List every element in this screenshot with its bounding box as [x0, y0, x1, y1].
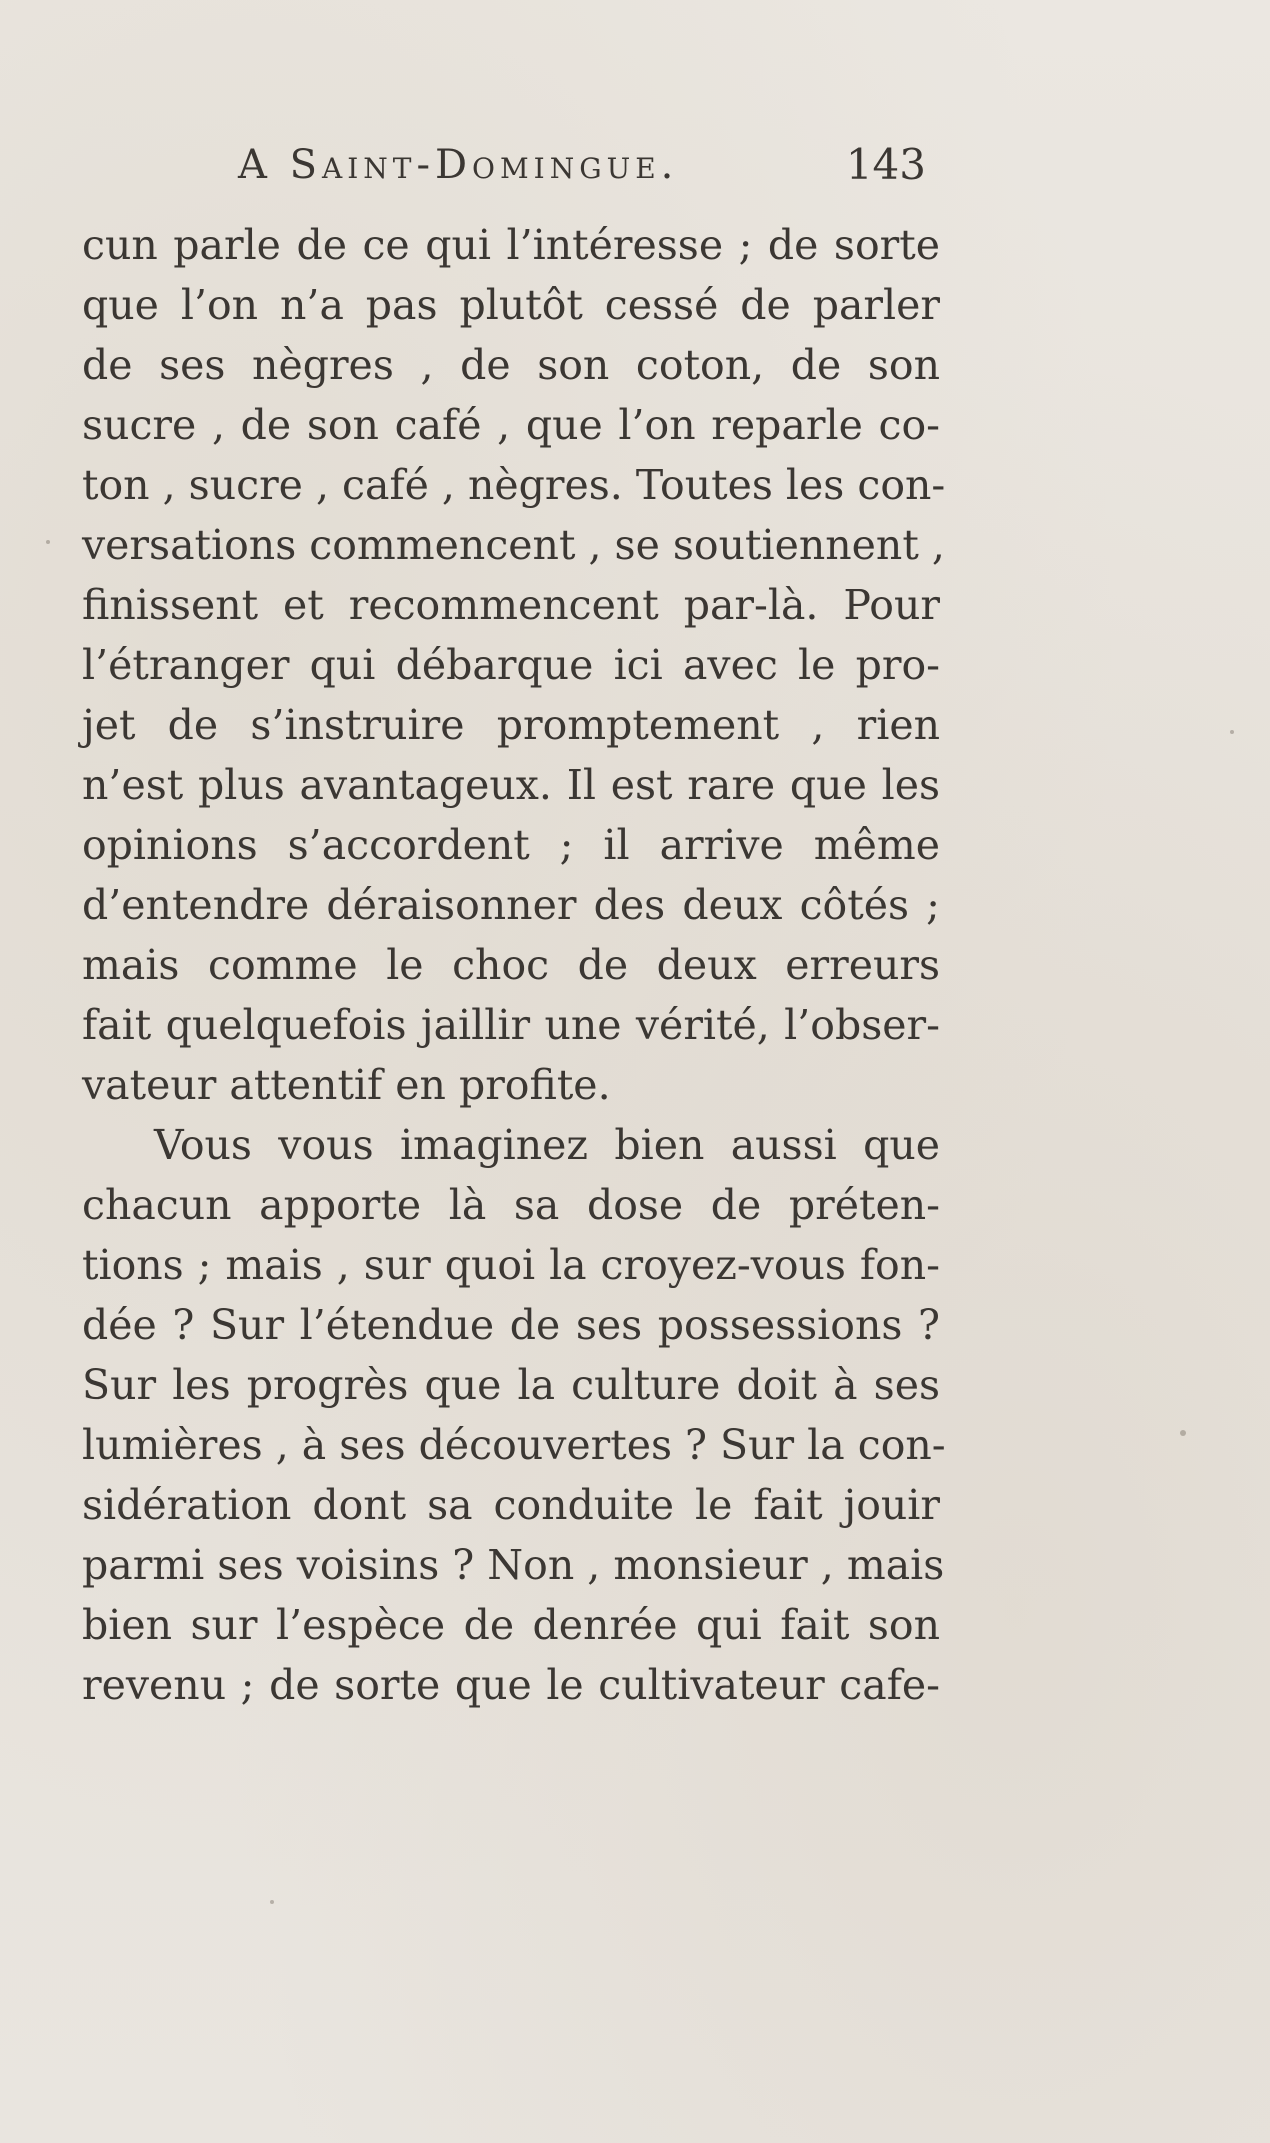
- text-line: vateur attentif en profite.: [82, 1061, 611, 1109]
- text-line: Sur les progrès que la culture doit à ses: [82, 1361, 940, 1409]
- paper-speck: [1230, 730, 1234, 734]
- text-line: sucre , de son café , que l’on reparle co-: [82, 401, 940, 449]
- body-text: [82, 215, 946, 1715]
- text-line: d’entendre déraisonner des deux côtés ;: [82, 881, 940, 929]
- text-line: chacun apporte là sa dose de préten-: [82, 1181, 940, 1229]
- text-line: bien sur l’espèce de denrée qui fait son: [82, 1601, 940, 1649]
- text-line: versations commencent , se soutiennent ,: [82, 521, 945, 569]
- text-line: ton , sucre , café , nègres. Toutes les con-: [82, 461, 946, 509]
- paper-speck: [46, 540, 50, 544]
- text-line: que l’on n’a pas plutôt cessé de parler: [82, 281, 940, 329]
- text-line: dée ? Sur l’étendue de ses possessions ?: [82, 1301, 940, 1349]
- text-line: parmi ses voisins ? Non , monsieur , mais: [82, 1541, 945, 1589]
- running-head: [238, 140, 926, 190]
- text-line: cun parle de ce qui l’intéresse ; de sorte: [82, 221, 940, 269]
- text-line: Vous vous imaginez bien aussi que: [154, 1121, 940, 1169]
- text-line: sidération dont sa conduite le fait jouir: [82, 1481, 940, 1529]
- text-line: lumières , à ses découvertes ? Sur la con-: [82, 1421, 946, 1469]
- paper-speck: [270, 1900, 274, 1904]
- text-line: n’est plus avantageux. Il est rare que les: [82, 761, 940, 809]
- paper-speck: [1180, 1430, 1186, 1436]
- text-line: mais comme le choc de deux erreurs: [82, 941, 940, 989]
- text-line: finissent et recommencent par-là. Pour: [82, 581, 940, 629]
- text-line: l’étranger qui débarque ici avec le pro-: [82, 641, 940, 689]
- text-line: revenu ; de sorte que le cultivateur cafe-: [82, 1661, 940, 1709]
- page-number: 143: [845, 140, 926, 189]
- text-line: jet de s’instruire promptement , rien: [82, 701, 940, 749]
- text-line: opinions s’accordent ; il arrive même: [82, 821, 940, 869]
- text-line: tions ; mais , sur quoi la croyez-vous fon-: [82, 1241, 940, 1289]
- text-line: fait quelquefois jaillir une vérité, l’obser-: [82, 1001, 940, 1049]
- running-title: A Saint-Domingue.: [238, 142, 679, 188]
- text-line: de ses nègres , de son coton, de son: [82, 341, 940, 389]
